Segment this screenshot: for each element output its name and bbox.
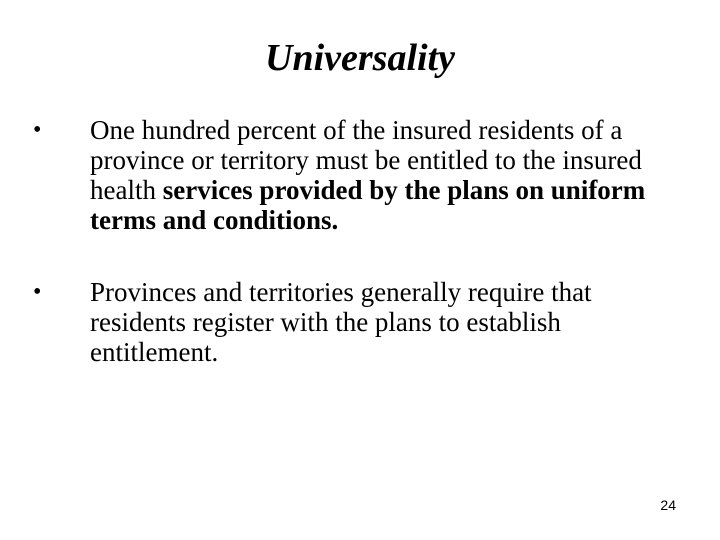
slide-title: Universality	[265, 37, 455, 79]
bullet-text-plain: Provinces and territories generally require that residents register with the plans to establish entitlement.	[90, 277, 592, 367]
page-number: 24	[660, 497, 676, 513]
bullet-icon: •	[33, 117, 42, 143]
bullet-item-1	[0, 115, 720, 235]
bullet-text	[90, 115, 680, 235]
bullet-text	[90, 277, 680, 367]
bullet-text-bold: services provided by the plans on uniform terms and conditions.	[90, 175, 646, 235]
bullet-item-2	[0, 277, 720, 367]
bullet-list	[0, 115, 720, 367]
bullet-text-plain: One hundred percent of the insured residents of a province or territory must be entitled to the insured health	[90, 115, 642, 205]
bullet-icon: •	[33, 279, 42, 305]
